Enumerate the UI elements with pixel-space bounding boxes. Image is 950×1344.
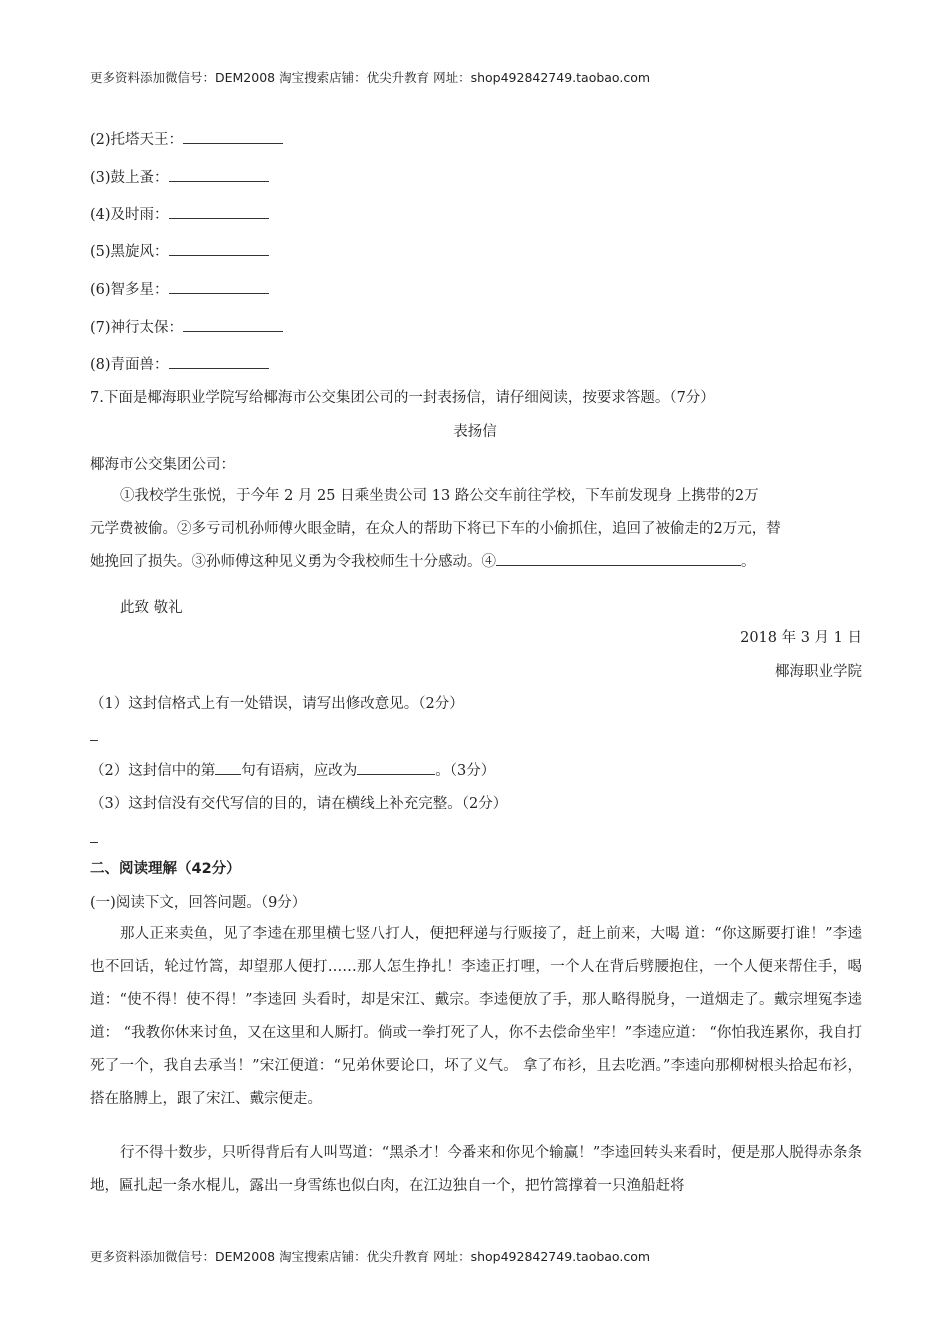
nickname-label: (2)托塔天王：	[90, 132, 184, 148]
reading-paragraph-1: 那人正来卖鱼，见了李逵在那里横七竖八打人，便把秤递与行贩接了，赶上前来，大喝 道：“你这厮要打谁！”李逵也不回话，轮过竹篙，却望那人便打……那人怎生挣扎！李逵正打哩，一个人在背后劈腰抱住，一个人便来帮住手，喝道：“使不得！使不得！”李逵回 头看时，却是宋江、戴宗。李逵便放了手，那人略得脱身，一道烟走了。戴宗埋冤李逵道： “我教你休来讨鱼，又在这里和人厮打。倘或一拳打死了人，你不去偿命坐牢！”李逵应道： “你怕我连累你，我自打死了一个，我自去承当！”宋江便道：“兄弟休要论口，坏了义气。 拿了布衫，且去吃酒。”李逵向那柳树根头拾起布衫，搭在胳膊上，跟了宋江、戴宗便走。	[90, 926, 862, 1107]
section-subheading: (一)阅读下文，回答问题。（9分）	[90, 895, 307, 911]
letter-body-text: 她挽回了损失。③孙师傅这种见义勇为令我校师生十分感动。④	[90, 554, 496, 570]
page-header: 更多资料添加微信号：DEM2008 淘宝搜索店铺：优尖升教育 网址：shop492842749.taobao.com	[90, 70, 651, 85]
answer-blank[interactable]	[183, 317, 283, 332]
answer-blank[interactable]	[183, 129, 283, 144]
section-heading: 二、阅读理解（42分）	[90, 861, 241, 877]
nickname-label: (6)智多星：	[90, 282, 169, 298]
nickname-label: (4)及时雨：	[90, 207, 169, 223]
answer-blank[interactable]	[169, 279, 269, 294]
letter-date: 2018 年 3 月 1 日	[740, 630, 862, 646]
nickname-item-7	[90, 316, 283, 337]
nickname-label: (3)鼓上蚤：	[90, 170, 169, 186]
answer-blank[interactable]	[169, 354, 269, 369]
q7-sub1: （1）这封信格式上有一处错误，请写出修改意见。（2分）	[90, 696, 464, 712]
answer-blank[interactable]	[169, 204, 269, 219]
nickname-item-3	[90, 166, 269, 187]
q7-prompt: 7.下面是椰海职业学院写给椰海市公交集团公司的一封表扬信，请仔细阅读，按要求答题。（7分）	[90, 390, 715, 406]
letter-body-line: ①我校学生张悦，于今年 2 月 25 日乘坐贵公司 13 路公交车前往学校，下车前发现身 上携带的2万	[120, 488, 759, 504]
letter-body-line	[90, 546, 862, 579]
sub2-text: 句有语病，应改为	[241, 763, 358, 779]
q7-sub2	[90, 759, 495, 780]
nickname-item-2	[90, 128, 283, 149]
purpose-blank[interactable]	[496, 551, 741, 566]
letter-body-text: 。	[741, 554, 756, 570]
correction-blank[interactable]	[357, 760, 435, 775]
letter-signature: 椰海职业学院	[775, 664, 862, 680]
nickname-label: (7)神行太保：	[90, 320, 184, 336]
nickname-label: (5)黑旋风：	[90, 244, 169, 260]
answer-line[interactable]	[90, 740, 98, 741]
letter-body-line: 元学费被偷。②多亏司机孙师傅火眼金睛，在众人的帮助下将已下车的小偷抓住，追回了被偷走的2万元，替	[90, 521, 781, 537]
nickname-item-5	[90, 240, 269, 261]
page-footer: 更多资料添加微信号：DEM2008 淘宝搜索店铺：优尖升教育 网址：shop492842749.taobao.com	[90, 1249, 651, 1264]
letter-salutation: 椰海市公交集团公司：	[90, 457, 235, 473]
reading-paragraph-2: 行不得十数步，只听得背后有人叫骂道：“黑杀才！今番来和你见个输赢！”李逵回转头来看时，便是那人脱得赤条条地，匾扎起一条水棍儿，露出一身雪练也似白肉，在江边独自一个，把竹篙撑着一只渔船赶将	[90, 1145, 862, 1194]
nickname-item-4	[90, 203, 269, 224]
answer-line[interactable]	[90, 842, 98, 843]
sub2-text: （2）这封信中的第	[90, 763, 216, 779]
answer-blank[interactable]	[169, 241, 269, 256]
nickname-item-8	[90, 353, 269, 374]
letter-body	[90, 480, 862, 579]
letter-title: 表扬信	[453, 424, 497, 440]
nickname-item-6	[90, 278, 269, 299]
sentence-number-blank[interactable]	[215, 760, 241, 775]
q7-sub3: （3）这封信没有交代写信的目的，请在横线上补充完整。（2分）	[90, 796, 508, 812]
nickname-label: (8)青面兽：	[90, 357, 169, 373]
answer-blank[interactable]	[169, 167, 269, 182]
sub2-text: 。（3分）	[435, 763, 496, 779]
letter-closing: 此致 敬礼	[120, 600, 183, 616]
